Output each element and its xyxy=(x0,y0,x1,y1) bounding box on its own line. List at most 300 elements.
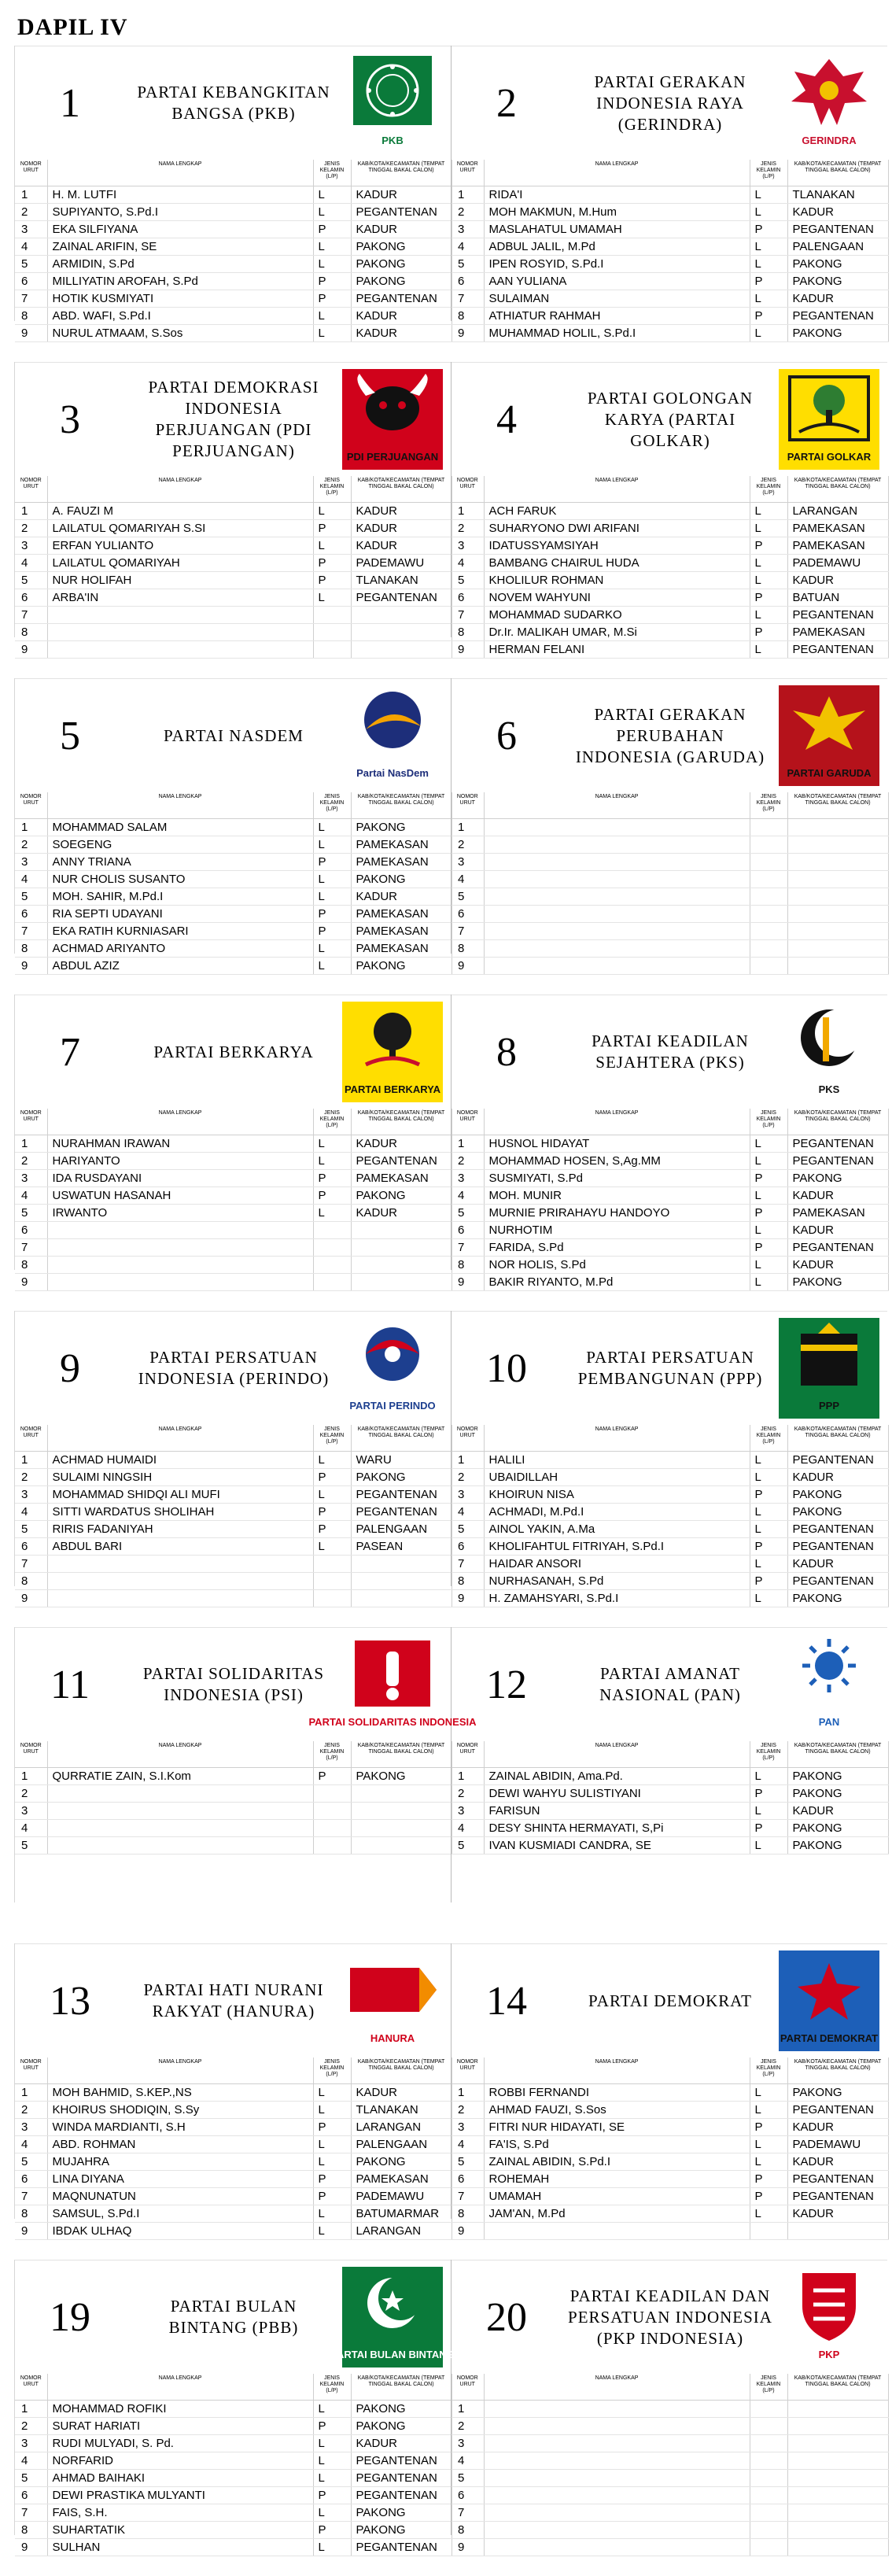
logo-caption: PAN xyxy=(818,1716,840,1728)
table-row xyxy=(15,2222,452,2239)
cell-gender: L xyxy=(750,2135,787,2153)
cell-name: NOVEM WAHYUNI xyxy=(484,589,750,606)
cell-no: 1 xyxy=(452,1451,484,1468)
cell-name: ZAINAL ABIDIN, S.Pd.I xyxy=(484,2153,750,2170)
cell-gender: L xyxy=(313,2504,351,2521)
cell-name xyxy=(47,1256,313,1273)
cell-no: 5 xyxy=(15,888,47,905)
table-row xyxy=(15,1767,452,1784)
party-header xyxy=(15,995,451,1109)
cell-name: MASLAHATUL UMAMAH xyxy=(484,220,750,238)
cell-region xyxy=(787,2521,888,2538)
cell-gender xyxy=(750,939,787,957)
table-row xyxy=(452,203,888,220)
logo-caption: GERINDRA xyxy=(802,135,857,146)
cell-name: KHOIRUS SHODIQIN, S.Sy xyxy=(47,2101,313,2118)
cell-no: 6 xyxy=(15,272,47,290)
cell-name xyxy=(47,1555,313,1572)
cell-region xyxy=(787,2486,888,2504)
table-row xyxy=(452,1767,888,1784)
cell-name: IVAN KUSMIADI CANDRA, SE xyxy=(484,1836,750,1854)
cell-gender: P xyxy=(313,2417,351,2434)
table-row xyxy=(15,1451,452,1468)
cell-region: BATUAN xyxy=(787,589,888,606)
section-6 xyxy=(14,1627,887,1902)
table-header-row xyxy=(452,2057,888,2083)
cell-gender xyxy=(313,623,351,640)
party-block-13 xyxy=(14,1943,451,2238)
party-header xyxy=(15,678,451,792)
table-row xyxy=(452,870,888,888)
table-header-row xyxy=(452,792,888,818)
cell-name: ACHMADI, M.Pd.I xyxy=(484,1503,750,1520)
cell-name: MAQNUNATUN xyxy=(47,2187,313,2205)
table-row xyxy=(452,324,888,341)
cell-no: 7 xyxy=(15,2187,47,2205)
cell-no: 5 xyxy=(452,1204,484,1221)
table-row xyxy=(15,957,452,974)
cell-region: PAKONG xyxy=(351,1767,452,1784)
cell-gender: L xyxy=(313,2538,351,2556)
cell-name xyxy=(484,2400,750,2417)
cell-region xyxy=(351,1589,452,1607)
table-row xyxy=(452,290,888,307)
cell-name: EKA SILFIYANA xyxy=(47,220,313,238)
cell-region: PEGANTENAN xyxy=(787,1572,888,1589)
ppp-kaaba-icon xyxy=(779,1318,879,1419)
party-header xyxy=(452,362,887,476)
cell-gender: P xyxy=(750,2187,787,2205)
cell-region: PAMEKASAN xyxy=(351,939,452,957)
cell-region: PAMEKASAN xyxy=(351,905,452,922)
table-row xyxy=(452,1784,888,1802)
table-row xyxy=(15,2187,452,2205)
section-3 xyxy=(14,678,887,972)
cell-region xyxy=(787,922,888,939)
cell-no: 3 xyxy=(15,2118,47,2135)
cell-name: KHOLIFAHTUL FITRIYAH, S.Pd.I xyxy=(484,1537,750,1555)
table-row xyxy=(452,888,888,905)
logo-caption: PARTAI GARUDA xyxy=(787,767,872,779)
cell-no: 7 xyxy=(452,1238,484,1256)
cell-region: PEGANTENAN xyxy=(787,1152,888,1169)
table-row xyxy=(452,186,888,203)
header-name: NAMA LENGKAP xyxy=(484,2057,750,2083)
party-logo xyxy=(342,685,443,786)
header-no: NOMOR URUT xyxy=(452,792,484,818)
cell-gender xyxy=(750,2417,787,2434)
candidate-table xyxy=(452,1741,889,1854)
cell-gender: P xyxy=(313,853,351,870)
cell-gender: L xyxy=(750,2083,787,2101)
cell-region: PEGANTENAN xyxy=(787,1238,888,1256)
cell-region xyxy=(787,836,888,853)
cell-gender: P xyxy=(313,2521,351,2538)
cell-region: PAKONG xyxy=(351,2153,452,2170)
candidate-table xyxy=(15,160,452,342)
table-row xyxy=(452,519,888,537)
cell-no: 5 xyxy=(15,1204,47,1221)
table-row xyxy=(15,853,452,870)
logo-caption: PKS xyxy=(818,1083,840,1095)
cell-region: TLANAKAN xyxy=(351,2101,452,2118)
table-row xyxy=(15,2417,452,2434)
table-row xyxy=(452,2153,888,2170)
cell-name: SULHAN xyxy=(47,2538,313,2556)
cell-gender: L xyxy=(750,1555,787,1572)
party-number: 4 xyxy=(496,397,517,442)
table-row xyxy=(15,324,452,341)
header-no: NOMOR URUT xyxy=(452,2057,484,2083)
party-logo xyxy=(779,2267,879,2367)
candidate-table xyxy=(452,476,889,659)
cell-gender xyxy=(750,2469,787,2486)
header-name: NAMA LENGKAP xyxy=(484,1425,750,1451)
header-no: NOMOR URUT xyxy=(15,1425,47,1451)
party-number: 20 xyxy=(486,2294,527,2340)
party-name: PARTAI NASDEM xyxy=(164,725,304,745)
cell-name xyxy=(47,640,313,658)
cell-gender xyxy=(313,606,351,623)
cell-gender: L xyxy=(313,1152,351,1169)
cell-name: ABDUL AZIZ xyxy=(47,957,313,974)
cell-region: PEGANTENAN xyxy=(351,290,452,307)
cell-gender: L xyxy=(313,836,351,853)
cell-name xyxy=(47,623,313,640)
cell-name: ATHIATUR RAHMAH xyxy=(484,307,750,324)
cell-no: 5 xyxy=(15,1836,47,1854)
table-row xyxy=(15,2170,452,2187)
cell-no: 5 xyxy=(452,2153,484,2170)
cell-region: PEGANTENAN xyxy=(787,1537,888,1555)
cell-no: 4 xyxy=(452,238,484,255)
cell-name: SAMSUL, S.Pd.I xyxy=(47,2205,313,2222)
cell-name: LINA DIYANA xyxy=(47,2170,313,2187)
cell-region: PAKONG xyxy=(351,957,452,974)
table-row xyxy=(452,1468,888,1485)
cell-region: PASEAN xyxy=(351,1537,452,1555)
pbb-crescent-star-icon xyxy=(330,2267,455,2367)
table-row xyxy=(15,2504,452,2521)
cell-region: PAKONG xyxy=(787,1485,888,1503)
cell-no: 7 xyxy=(15,922,47,939)
table-row xyxy=(452,2205,888,2222)
cell-gender: P xyxy=(750,272,787,290)
pdip-bull-icon xyxy=(342,369,443,470)
cell-region: LARANGAN xyxy=(351,2222,452,2239)
cell-name: ARBA'IN xyxy=(47,589,313,606)
table-row xyxy=(452,1572,888,1589)
header-region: KAB/KOTA/KECAMATAN (TEMPAT TINGGAL BAKAL CALON) xyxy=(351,476,452,502)
nasdem-logo-icon xyxy=(342,685,443,786)
table-row xyxy=(15,2434,452,2452)
table-row xyxy=(15,238,452,255)
cell-region: PAKONG xyxy=(787,1503,888,1520)
cell-no: 8 xyxy=(15,623,47,640)
cell-region: PAKONG xyxy=(351,272,452,290)
table-header-row xyxy=(15,792,452,818)
table-header-row xyxy=(15,2057,452,2083)
table-row xyxy=(452,1135,888,1152)
cell-no: 9 xyxy=(452,1589,484,1607)
cell-gender: P xyxy=(313,2170,351,2187)
cell-gender xyxy=(750,2434,787,2452)
cell-name xyxy=(484,2222,750,2239)
party-logo xyxy=(779,1634,879,1735)
cell-gender: L xyxy=(313,186,351,203)
cell-region xyxy=(787,818,888,836)
cell-no: 2 xyxy=(452,519,484,537)
cell-no: 9 xyxy=(452,1273,484,1290)
table-row xyxy=(452,922,888,939)
table-row xyxy=(452,1221,888,1238)
party-header xyxy=(15,1311,451,1425)
section-8 xyxy=(14,2260,887,2554)
cell-region: KADUR xyxy=(351,502,452,519)
table-row xyxy=(452,255,888,272)
cell-region: KADUR xyxy=(787,1468,888,1485)
cell-region xyxy=(351,1555,452,1572)
cell-region: PAKONG xyxy=(351,2417,452,2434)
cell-gender: P xyxy=(313,272,351,290)
cell-name: H. ZAMAHSYARI, S.Pd.I xyxy=(484,1589,750,1607)
header-name: NAMA LENGKAP xyxy=(47,1109,313,1135)
cell-no: 4 xyxy=(15,2135,47,2153)
table-row xyxy=(452,2187,888,2205)
cell-gender: P xyxy=(750,1784,787,1802)
cell-region: PADEMAWU xyxy=(351,554,452,571)
cell-gender: P xyxy=(750,1485,787,1503)
cell-region: PEGANTENAN xyxy=(787,2187,888,2205)
cell-region xyxy=(351,640,452,658)
section-4 xyxy=(14,995,887,1289)
cell-gender xyxy=(313,1256,351,1273)
table-row xyxy=(452,307,888,324)
table-header-row xyxy=(452,1425,888,1451)
cell-name: IRWANTO xyxy=(47,1204,313,1221)
cell-gender: L xyxy=(750,1520,787,1537)
table-row xyxy=(452,1819,888,1836)
header-region: KAB/KOTA/KECAMATAN (TEMPAT TINGGAL BAKAL CALON) xyxy=(787,2374,888,2400)
logo-caption: PKP xyxy=(818,2349,840,2360)
cell-region xyxy=(787,2538,888,2556)
cell-gender: P xyxy=(313,2118,351,2135)
cell-name: AINOL YAKIN, A.Ma xyxy=(484,1520,750,1537)
cell-no: 7 xyxy=(452,2504,484,2521)
party-logo xyxy=(342,369,443,470)
cell-no: 7 xyxy=(15,606,47,623)
cell-no: 3 xyxy=(452,537,484,554)
cell-name: Dr.Ir. MALIKAH UMAR, M.Si xyxy=(484,623,750,640)
cell-name xyxy=(484,905,750,922)
header-no: NOMOR URUT xyxy=(452,476,484,502)
cell-name xyxy=(484,2538,750,2556)
logo-caption: PARTAI BULAN BINTANG xyxy=(330,2349,455,2360)
cell-no: 2 xyxy=(15,2417,47,2434)
cell-gender xyxy=(750,2521,787,2538)
cell-name: FARISUN xyxy=(484,1802,750,1819)
cell-region: PAKONG xyxy=(351,1187,452,1204)
table-row xyxy=(15,2118,452,2135)
candidate-table xyxy=(15,2057,452,2240)
table-row xyxy=(452,571,888,589)
table-row xyxy=(452,2101,888,2118)
header-no: NOMOR URUT xyxy=(15,2374,47,2400)
cell-no: 7 xyxy=(452,606,484,623)
cell-name: FAIS, S.H. xyxy=(47,2504,313,2521)
cell-name: ACHMAD HUMAIDI xyxy=(47,1451,313,1468)
cell-no: 9 xyxy=(15,1273,47,1290)
header-gender: JENIS KELAMIN (L/P) xyxy=(313,476,351,502)
party-number: 10 xyxy=(486,1345,527,1391)
cell-gender xyxy=(313,1572,351,1589)
cell-region: LARANGAN xyxy=(351,2118,452,2135)
cell-region: KADUR xyxy=(351,2434,452,2452)
cell-region xyxy=(351,1572,452,1589)
cell-region: PEGANTENAN xyxy=(351,2469,452,2486)
cell-gender: L xyxy=(750,1273,787,1290)
party-name: PARTAI GOLONGAN KARYA (PARTAI GOLKAR) xyxy=(587,388,754,450)
party-header xyxy=(452,1627,887,1741)
candidate-table xyxy=(452,160,889,342)
cell-gender: L xyxy=(750,203,787,220)
cell-name: BAMBANG CHAIRUL HUDA xyxy=(484,554,750,571)
cell-no: 4 xyxy=(452,1187,484,1204)
table-row xyxy=(15,888,452,905)
cell-no: 5 xyxy=(452,255,484,272)
cell-gender: L xyxy=(750,2153,787,2170)
party-header xyxy=(15,1943,451,2057)
cell-no: 2 xyxy=(452,1152,484,1169)
cell-region: PAMEKASAN xyxy=(351,853,452,870)
header-name: NAMA LENGKAP xyxy=(47,792,313,818)
cell-no: 1 xyxy=(15,1451,47,1468)
cell-gender: L xyxy=(750,1221,787,1238)
cell-name: RIDA'I xyxy=(484,186,750,203)
cell-gender: L xyxy=(313,2222,351,2239)
cell-name xyxy=(47,1238,313,1256)
cell-name: HERMAN FELANI xyxy=(484,640,750,658)
table-row xyxy=(452,2222,888,2239)
logo-caption: PARTAI PERINDO xyxy=(349,1400,436,1412)
table-row xyxy=(15,836,452,853)
cell-name: ZAINAL ABIDIN, Ama.Pd. xyxy=(484,1767,750,1784)
cell-no: 4 xyxy=(452,1819,484,1836)
page-title: DAPIL IV xyxy=(17,14,128,40)
cell-no: 2 xyxy=(452,1784,484,1802)
cell-name: ABD. WAFI, S.Pd.I xyxy=(47,307,313,324)
cell-name: SOEGENG xyxy=(47,836,313,853)
cell-gender: L xyxy=(750,1187,787,1204)
table-row xyxy=(452,1169,888,1187)
cell-gender: L xyxy=(750,1468,787,1485)
cell-name xyxy=(484,853,750,870)
cell-name xyxy=(47,606,313,623)
table-row xyxy=(452,1537,888,1555)
cell-name: FA'IS, S.Pd xyxy=(484,2135,750,2153)
table-row xyxy=(452,537,888,554)
cell-gender: L xyxy=(313,2153,351,2170)
header-region: KAB/KOTA/KECAMATAN (TEMPAT TINGGAL BAKAL CALON) xyxy=(787,2057,888,2083)
cell-region: PEGANTENAN xyxy=(351,2486,452,2504)
cell-gender xyxy=(750,2400,787,2417)
cell-name: ROBBI FERNANDI xyxy=(484,2083,750,2101)
cell-no: 3 xyxy=(15,853,47,870)
cell-no: 2 xyxy=(15,519,47,537)
party-logo xyxy=(330,2267,455,2367)
cell-no: 9 xyxy=(452,324,484,341)
table-row xyxy=(452,836,888,853)
cell-name: DEWI PRASTIKA MULYANTI xyxy=(47,2486,313,2504)
table-row xyxy=(15,2521,452,2538)
cell-no: 8 xyxy=(15,307,47,324)
header-name: NAMA LENGKAP xyxy=(47,2374,313,2400)
cell-gender xyxy=(313,1589,351,1607)
cell-no: 6 xyxy=(15,1221,47,1238)
cell-region xyxy=(351,1819,452,1836)
cell-gender: L xyxy=(313,2469,351,2486)
cell-no: 4 xyxy=(15,1819,47,1836)
table-row xyxy=(452,2434,888,2452)
cell-region: KADUR xyxy=(787,1221,888,1238)
cell-region: KADUR xyxy=(351,519,452,537)
table-row xyxy=(15,2101,452,2118)
cell-no: 8 xyxy=(15,939,47,957)
cell-no: 5 xyxy=(15,1520,47,1537)
cell-gender: L xyxy=(313,2434,351,2452)
cell-gender: L xyxy=(750,1256,787,1273)
table-header-row xyxy=(15,1425,452,1451)
header-name: NAMA LENGKAP xyxy=(484,792,750,818)
header-region: KAB/KOTA/KECAMATAN (TEMPAT TINGGAL BAKAL CALON) xyxy=(351,2057,452,2083)
cell-gender: P xyxy=(313,1468,351,1485)
header-region: KAB/KOTA/KECAMATAN (TEMPAT TINGGAL BAKAL CALON) xyxy=(351,792,452,818)
candidate-table xyxy=(15,1109,452,1291)
table-row xyxy=(452,1802,888,1819)
cell-region: TLANAKAN xyxy=(787,186,888,203)
table-row xyxy=(15,1238,452,1256)
cell-no: 6 xyxy=(15,1537,47,1555)
cell-gender: L xyxy=(750,571,787,589)
party-header xyxy=(452,2260,887,2374)
table-row xyxy=(452,1485,888,1503)
cell-region: PEGANTENAN xyxy=(351,203,452,220)
cell-no: 1 xyxy=(452,2400,484,2417)
cell-gender xyxy=(750,870,787,888)
cell-gender: P xyxy=(750,1819,787,1836)
candidate-table xyxy=(452,1425,889,1607)
cell-name: IBDAK ULHAQ xyxy=(47,2222,313,2239)
cell-gender: L xyxy=(313,2083,351,2101)
table-header-row xyxy=(15,160,452,186)
table-row xyxy=(15,519,452,537)
cell-region: KADUR xyxy=(351,1135,452,1152)
cell-name: H. M. LUTFI xyxy=(47,186,313,203)
cell-region: WARU xyxy=(351,1451,452,1468)
header-gender: JENIS KELAMIN (L/P) xyxy=(313,2374,351,2400)
cell-region: KADUR xyxy=(351,1204,452,1221)
cell-gender: L xyxy=(313,957,351,974)
cell-no: 5 xyxy=(452,571,484,589)
cell-no: 7 xyxy=(452,1555,484,1572)
cell-no: 7 xyxy=(452,290,484,307)
cell-name: ROHEMAH xyxy=(484,2170,750,2187)
section-1 xyxy=(14,46,887,340)
cell-name: NUR HOLIFAH xyxy=(47,571,313,589)
table-header-row xyxy=(452,2374,888,2400)
party-number: 13 xyxy=(50,1978,90,2024)
cell-gender: L xyxy=(750,1503,787,1520)
